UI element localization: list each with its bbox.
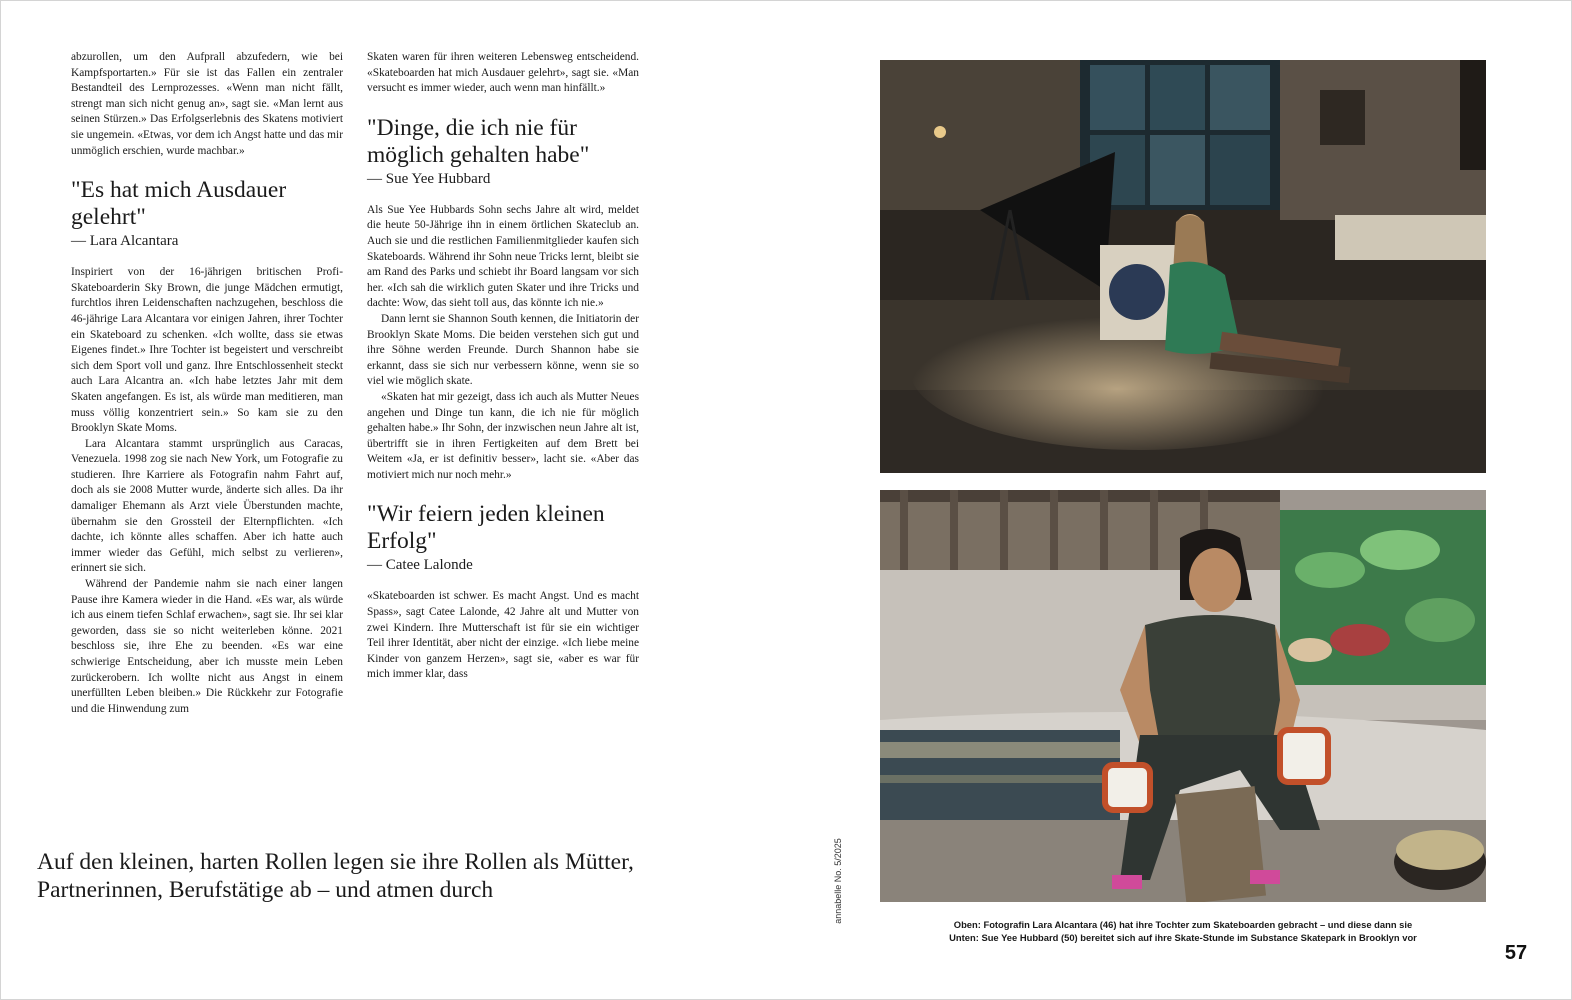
page-number: 57 (1504, 942, 1528, 964)
paragraph: Während der Pandemie nahm sie nach einer langen Pause ihre Kamera wieder in die Hand. «Es war, als würde ich aus einem tiefen Schlaf erwachen», sagt sie. Ihr sei klar geworden, dass sie so nicht weiterleben könne. 2021 beschloss sie, ihre Ehe zu beenden. «Es war eine schwierige Entscheidung, aber ich musste mein Leben zurückerobern. Ich wollte nicht aus Angst in einem unerfüllten Leben bleiben.» Die Rückkehr zur Fotografie und die Hinwendung zum (71, 578, 343, 715)
paragraph: Lara Alcantara stammt ursprünglich aus Caracas, Venezuela. 1998 zog sie nach New York, um Fotografie zu studieren. Ihre Karriere als Fotografin nahm Fahrt auf, doch als sie 2008 Mutter wurde, änderte sich alles. Da ihr damaliger Ehemann als Arzt viele Überstunden machte, übernahm sie den Grossteil der Elternpflichten. «Ich dachte, ich könnte alles schaffen. Aber ich hatte auch immer wieder das Gefühl, mich selbst zu verlieren», erinnert sie sich. (71, 437, 343, 575)
pull-quote: "Es hat mich Ausdauer gelehrt" (71, 177, 287, 231)
paragraph: Skaten waren für ihren weiteren Lebensweg entscheidend. «Skateboarden hat mich Ausdauer gelehrt», sagt sie. «Man versucht es immer wieder, auch wenn man hinfällt.» (367, 51, 639, 95)
quote-attribution: — Catee Lalonde (367, 557, 473, 574)
pull-quote: "Dinge, die ich nie für möglich gehalten habe" (367, 114, 590, 168)
paragraph: «Skateboarden ist schwer. Es macht Angst. Und es macht Spass», sagt Catee Lalonde, 42 Jahre alt und Mutter von zwei Kindern. Ihre Mutterschaft ist für sie ein wichtiger Teil ihrer Identität, aber nicht der einzige. «Ich liebe meine Kinder von ganzem Herzen», sagt sie, «aber es war für mich immer klar, dass (367, 590, 639, 681)
paragraph: «Skaten hat mir gezeigt, dass ich auch als Mutter Neues angehen und Dinge tun kann, die ich nie für möglich gehalten habe.» Ihr Sohn, der inzwischen neun Jahre alt ist, übertrifft sie in ihren Fertigkeiten auf dem Brett bei Weitem «Ja, er ist definitiv besser», lacht sie. «Aber das motiviert mich nur noch mehr.» (367, 390, 639, 481)
text-column-right (367, 50, 639, 683)
caption-bottom: Unten: Sue Yee Hubbard (50) bereitet sich auf ihre Skate-Stunde im Substance Skatepark in Brooklyn vor (949, 932, 1417, 943)
photo-studio (880, 60, 1486, 473)
issue-label: annabelle No. 5/2025 (833, 838, 843, 924)
quote-attribution: — Lara Alcantara (71, 233, 179, 250)
photo-skatepark (880, 490, 1486, 902)
pull-quote: "Wir feiern jeden kleinen Erfolg" (367, 501, 605, 555)
paragraph: Inspiriert von der 16-jährigen britischen Profi-Skateboarderin Sky Brown, die junge Mädchen ermutigt, furchtlos ihren Leidenschaften nachzugehen, beschloss die 46-jährige Lara Alcantara vor einigen Jahren, ihrer Tochter ein Skateboard zu schenken. «Ich wollte, dass sie etwas Eigenes findet.» Ihre Tochter ist begeistert und verschreibt sich dem Sport voll und ganz. Ihre Entschlossenheit steckt auch Lara Alcantra an. «Ich habe letztes Jahr mit dem Skaten angefangen. Es ist, als würde man meditieren, man muss völlig konzentriert sein.» So kam sie zu den Brooklyn Skate Moms. (71, 266, 343, 435)
paragraph: Dann lernt sie Shannon South kennen, die Initiatorin der Brooklyn Skate Moms. Die beiden verstehen sich gut und ihre Söhne werden Freunde. Durch Shannon habe sie erkannt, dass sie sich nur verbessern könne, wenn sie so viel wie möglich skate. (367, 312, 639, 388)
photo-skatepark-illustration (880, 490, 1486, 902)
caption-top: Oben: Fotografin Lara Alcantara (46) hat ihre Tochter zum Skateboarden gebracht – und diese dann sie (953, 919, 1413, 930)
text-column-left (71, 50, 343, 717)
tagline: Auf den kleinen, harten Rollen legen sie ihre Rollen als Mütter, Partnerinnen, Berufstätige ab – und atmen durch (37, 849, 634, 903)
paragraph: abzurollen, um den Aufprall abzufedern, wie bei Kampfsportarten.» Für sie ist das Fallen ein zentraler Bestandteil des Lernprozesses. «Wenn man nicht fällt, strengt man sich nicht genug an», sagt sie. «Man lernt aus seinen Stürzen.» Das Erfolgserlebnis des Skatens motiviert sie ungemein. «Etwas, vor dem ich Angst hatte und das mir unmöglich erschien, wurde machbar.» (71, 51, 343, 157)
paragraph: Als Sue Yee Hubbards Sohn sechs Jahre alt wird, meldet die heute 50-Jährige ihn in einem örtlichen Skateclub an. Auch sie und die restlichen Familienmitglieder kaufen sich Skateboards. Während ihr Sohn neue Tricks lernt, bleibt sie am Rand des Parks und schiebt ihr Board langsam vor sich her. «Ich sah die wirklich guten Skater und ihre Tricks und dachte: Wow, das sieht toll aus, das könnte ich nie.» (367, 203, 639, 310)
photo-caption (880, 918, 1486, 944)
quote-attribution: — Sue Yee Hubbard (367, 170, 491, 187)
photo-studio-illustration (880, 60, 1486, 473)
